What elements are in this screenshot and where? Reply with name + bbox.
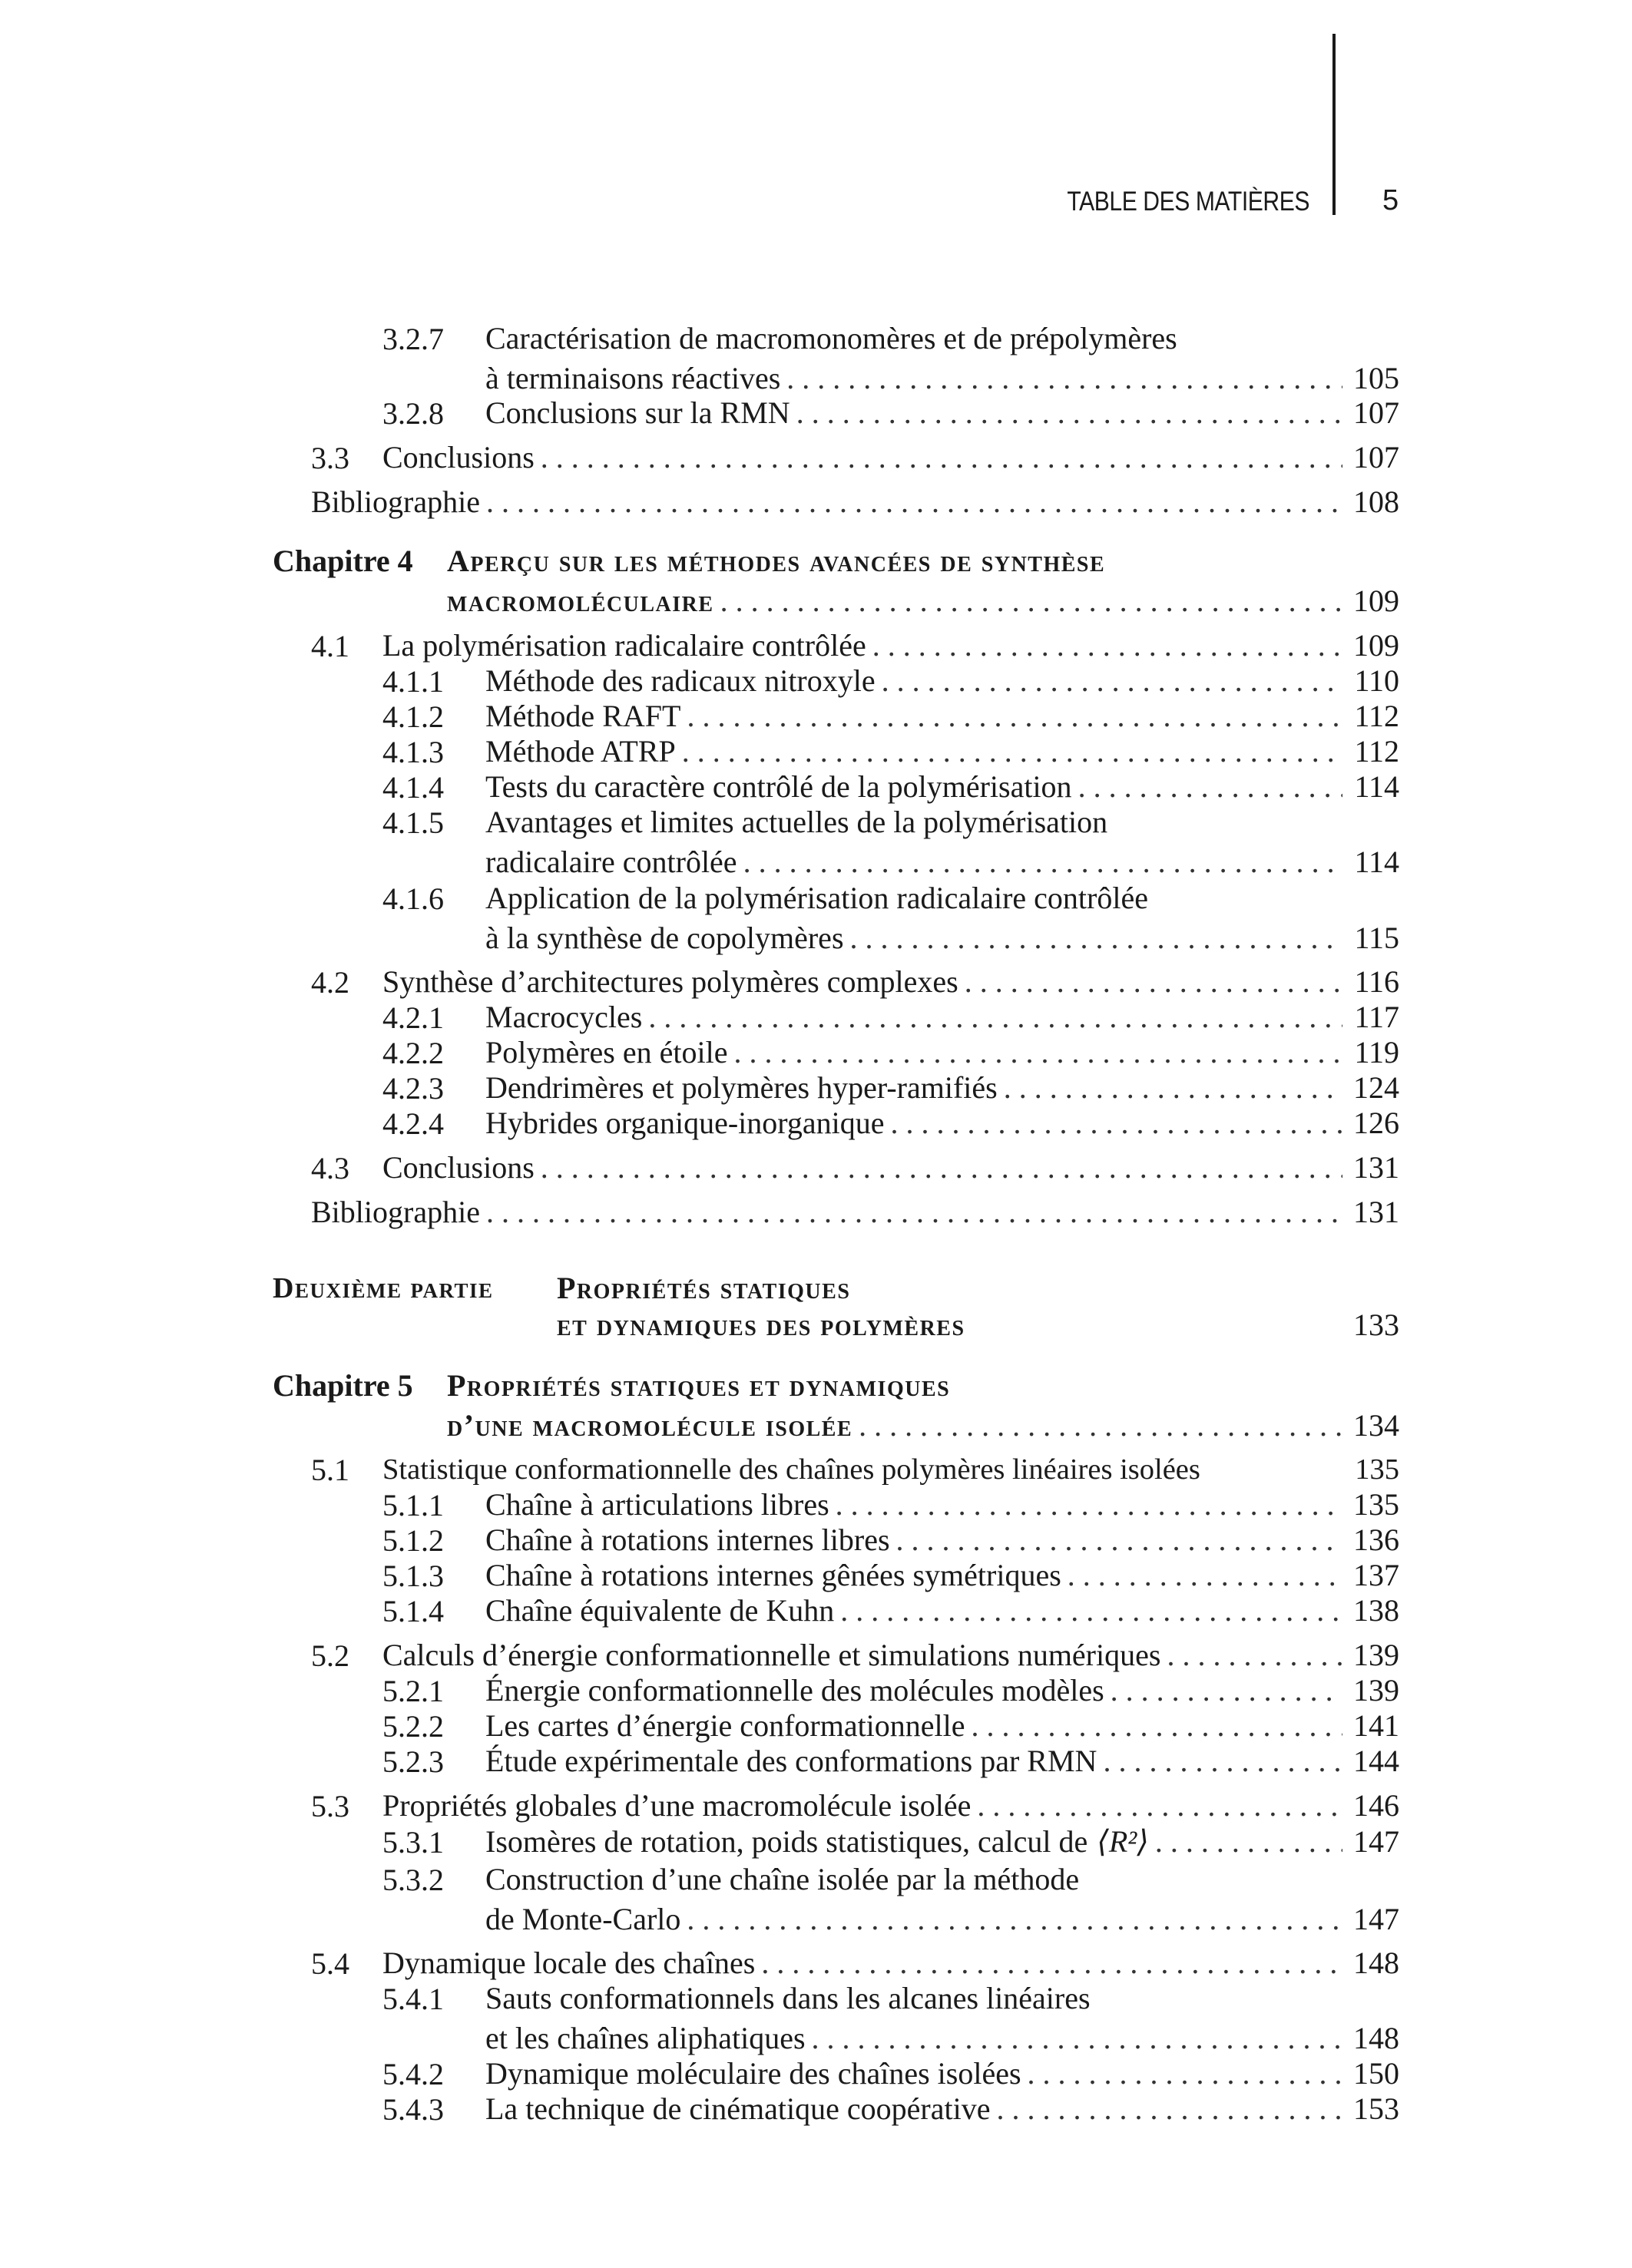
leader-dots (859, 1408, 1342, 1443)
toc-title: Bibliographie (311, 1195, 480, 1229)
toc-number: 5.4.2 (382, 2057, 444, 2091)
toc-title: Méthode RAFT (485, 699, 681, 733)
toc-title: Caractérisation de macromonomères et de prépolymères (485, 321, 1177, 355)
toc-entry (485, 1824, 1399, 1860)
leader-dots (972, 1708, 1342, 1744)
toc-entry (485, 1862, 1399, 1897)
toc-entry (485, 1070, 1399, 1106)
toc-entry (485, 699, 1399, 734)
toc-page: 109 (1353, 584, 1399, 618)
toc-title: de Monte-Carlo (485, 1902, 681, 1936)
toc-page: 144 (1353, 1744, 1399, 1778)
chapter-title (447, 1368, 1399, 1403)
toc-entry (485, 2056, 1399, 2091)
toc-number: 4.2 (311, 965, 349, 1000)
leader-dots (1103, 1744, 1342, 1779)
toc-number: 5.1.1 (382, 1488, 444, 1522)
toc-number: 5.1 (311, 1453, 349, 1487)
chapter-title (447, 584, 1399, 619)
toc-number: 3.2.7 (382, 322, 444, 356)
toc-entry (485, 734, 1399, 769)
toc-title: Dynamique locale des chaînes (382, 1946, 756, 1980)
leader-dots (720, 584, 1342, 619)
leader-dots (1004, 1070, 1342, 1106)
toc-title: Statistique conformationnelle des chaînes polymères linéaires isolées (382, 1453, 1200, 1486)
toc-title: Bibliographie (311, 484, 480, 519)
toc-entry (485, 663, 1399, 699)
toc-number: 5.2.1 (382, 1674, 444, 1708)
toc-page: 135 (1353, 1487, 1399, 1522)
leader-dots (486, 1195, 1342, 1230)
toc-title: Dendrimères et polymères hyper-ramifiés (485, 1070, 998, 1105)
toc-number: 5.2.2 (382, 1709, 444, 1744)
toc-number: 5.3.1 (382, 1825, 444, 1860)
toc-entry (485, 1000, 1399, 1035)
toc-number: 4.1.1 (382, 664, 444, 699)
toc-page: 136 (1353, 1522, 1399, 1557)
toc-page: 114 (1354, 769, 1399, 804)
toc-page: 126 (1353, 1106, 1399, 1140)
running-title: TABLE DES MATIÈRES (1067, 187, 1309, 217)
leader-dots (977, 1788, 1342, 1823)
toc-number: 4.2.4 (382, 1106, 444, 1141)
toc-page: 112 (1354, 699, 1399, 733)
toc-title: Dynamique moléculaire des chaînes isolées (485, 2056, 1021, 2091)
toc-page: 150 (1353, 2056, 1399, 2091)
toc-entry (311, 484, 1399, 520)
toc-page: 139 (1353, 1638, 1399, 1672)
toc-page: 138 (1353, 1593, 1399, 1628)
toc-page: 148 (1353, 1946, 1399, 1980)
toc-title: Méthode des radicaux nitroxyle (485, 663, 876, 698)
part-title (557, 1308, 1399, 1343)
toc-page: 148 (1353, 2021, 1399, 2055)
toc-page: 153 (1353, 2091, 1399, 2126)
toc-entry (485, 1673, 1399, 1708)
toc-title: Conclusions (382, 440, 535, 474)
toc-page: 131 (1353, 1150, 1399, 1185)
toc-entry (485, 1902, 1399, 1937)
toc-entry (382, 1788, 1399, 1823)
toc-page: 137 (1353, 1558, 1399, 1592)
toc-page: 119 (1354, 1035, 1399, 1070)
toc-entry (485, 1744, 1399, 1779)
leader-dots (891, 1106, 1342, 1141)
toc-number: 4.1.4 (382, 770, 444, 805)
toc-entry (382, 440, 1399, 475)
toc-entry (485, 395, 1399, 431)
part-label: Deuxième partie (273, 1272, 494, 1304)
leader-dots (812, 2021, 1342, 2056)
toc-entry (382, 1150, 1399, 1185)
leader-dots (965, 964, 1342, 1000)
chapter-title (447, 544, 1399, 579)
toc-title: radicalaire contrôlée (485, 845, 737, 879)
toc-page: 109 (1353, 628, 1399, 663)
toc-title: Étude expérimentale des conformations par RMN (485, 1744, 1097, 1778)
toc-number: 5.4.1 (382, 1982, 444, 2016)
toc-number: 4.1.5 (382, 805, 444, 840)
toc-title: Application de la polymérisation radicalaire contrôlée (485, 881, 1148, 915)
leader-dots (996, 2091, 1342, 2127)
toc-title: Conclusions (382, 1150, 535, 1185)
toc-page: 107 (1353, 395, 1399, 430)
toc-page: 110 (1354, 663, 1399, 698)
toc-entry (485, 1981, 1399, 2016)
leader-dots (896, 1522, 1342, 1558)
toc-title: Chaîne à rotations internes gênées symétriques (485, 1558, 1061, 1592)
toc-page: 134 (1353, 1408, 1399, 1443)
toc-entry (382, 1638, 1399, 1673)
toc-entry (485, 1106, 1399, 1141)
toc-title: Aperçu sur les méthodes avancées de synthèse (447, 544, 1106, 578)
toc-title: d’une macromolécule isolée (447, 1408, 853, 1443)
toc-number: 5.1.2 (382, 1523, 444, 1558)
toc-page: 114 (1354, 845, 1399, 879)
leader-dots (733, 1035, 1342, 1070)
chapter-label: Chapitre 4 (273, 544, 413, 578)
toc-number: 5.4.3 (382, 2092, 444, 2127)
toc-entry (485, 805, 1399, 840)
toc-entry (485, 321, 1407, 356)
toc-entry (485, 1708, 1399, 1744)
toc-number: 4.1.2 (382, 699, 444, 734)
toc-page: 107 (1353, 440, 1399, 474)
toc-title: Propriétés statiques (557, 1271, 851, 1305)
toc-title: Propriétés statiques et dynamiques (447, 1368, 951, 1403)
toc-title: et les chaînes aliphatiques (485, 2021, 806, 2055)
toc-entry (485, 881, 1399, 916)
toc-page: 135 (1355, 1453, 1399, 1486)
toc-title: Chaîne à articulations libres (485, 1487, 829, 1522)
leader-dots (840, 1593, 1342, 1628)
toc-entry (485, 361, 1399, 396)
toc-title: La technique de cinématique coopérative (485, 2091, 991, 2126)
leader-dots (1078, 769, 1342, 805)
part-title (557, 1271, 1399, 1306)
toc-page: 131 (1353, 1195, 1399, 1229)
toc-number: 3.2.8 (382, 396, 444, 431)
leader-dots (486, 484, 1342, 520)
toc-title: Calculs d’énergie conformationnelle et simulations numériques (382, 1638, 1161, 1672)
toc-entry (382, 628, 1399, 663)
leader-dots (687, 699, 1342, 734)
toc-number: 5.3 (311, 1789, 349, 1823)
toc-title: Méthode ATRP (485, 734, 676, 769)
leader-dots (687, 1902, 1342, 1937)
toc-page: 146 (1353, 1788, 1399, 1823)
toc-entry (311, 1195, 1399, 1230)
leader-dots (796, 395, 1342, 431)
toc-page: 115 (1354, 921, 1399, 955)
leader-dots (541, 440, 1342, 475)
toc-title: Tests du caractère contrôlé de la polymérisation (485, 769, 1072, 804)
toc-title: Polymères en étoile (485, 1035, 728, 1070)
toc-number: 4.2.1 (382, 1000, 444, 1035)
toc-entry (485, 1558, 1399, 1593)
toc-entry (485, 1487, 1399, 1522)
toc-number: 4.2.3 (382, 1071, 444, 1106)
toc-title: macromoléculaire (447, 584, 714, 618)
toc-title: Avantages et limites actuelles de la polymérisation (485, 805, 1108, 839)
toc-number: 5.1.3 (382, 1559, 444, 1593)
toc-entry (485, 1522, 1399, 1558)
leader-dots (1155, 1824, 1342, 1860)
toc-page: 141 (1353, 1708, 1399, 1743)
chapter-title (447, 1408, 1399, 1443)
leader-dots (541, 1150, 1342, 1185)
leader-dots (882, 663, 1342, 699)
leader-dots (682, 734, 1342, 769)
toc-title: Chaîne équivalente de Kuhn (485, 1593, 835, 1628)
toc-page: 147 (1353, 1902, 1399, 1936)
toc-entry (382, 1946, 1399, 1981)
toc-title: Isomères de rotation, poids statistiques, calcul de (485, 1824, 1088, 1859)
leader-dots (648, 1000, 1342, 1035)
leader-dots (850, 921, 1342, 956)
toc-title: Propriétés globales d’une macromolécule isolée (382, 1788, 972, 1823)
toc-title: Hybrides organique-inorganique (485, 1106, 885, 1140)
toc-title: Chaîne à rotations internes libres (485, 1522, 890, 1557)
toc-number: 3.3 (311, 441, 349, 475)
toc-title: Sauts conformationnels dans les alcanes linéaires (485, 1981, 1091, 2015)
toc-title: Macrocycles (485, 1000, 643, 1034)
toc-page: 133 (1353, 1308, 1399, 1342)
leader-dots (761, 1946, 1342, 1981)
toc-page: 108 (1353, 484, 1399, 519)
page-number: 5 (1382, 184, 1399, 217)
leader-dots (1068, 1558, 1342, 1593)
leader-dots (743, 845, 1342, 880)
toc-page: 112 (1354, 734, 1399, 769)
leader-dots (836, 1487, 1342, 1522)
toc-page: 105 (1353, 361, 1399, 395)
toc-number: 5.2 (311, 1638, 349, 1673)
toc-title: à la synthèse de copolymères (485, 921, 844, 955)
toc-number: 4.2.2 (382, 1036, 444, 1070)
toc-title: Énergie conformationnelle des molécules modèles (485, 1673, 1104, 1708)
toc-number: 4.1.6 (382, 881, 444, 916)
toc-entry (485, 2021, 1399, 2056)
toc-entry (382, 964, 1399, 1000)
leader-dots (1111, 1673, 1342, 1708)
chapter-label: Chapitre 5 (273, 1368, 413, 1403)
toc-number: 5.3.2 (382, 1863, 444, 1897)
toc-title: La polymérisation radicalaire contrôlée (382, 628, 866, 663)
toc-page: 139 (1353, 1673, 1399, 1708)
leader-dots (872, 628, 1342, 663)
toc-entry (485, 845, 1399, 880)
toc-number: 5.4 (311, 1946, 349, 1981)
toc-number: 5.2.3 (382, 1744, 444, 1779)
toc-number: 4.1 (311, 629, 349, 663)
toc-page: 116 (1354, 964, 1399, 999)
toc-title: Synthèse d’architectures polymères complexes (382, 964, 958, 999)
toc-entry (485, 1035, 1399, 1070)
leader-dots (1028, 2056, 1342, 2091)
toc-number: 4.3 (311, 1151, 349, 1185)
math-expression: ⟨R²⟩ (1097, 1824, 1149, 1859)
toc-title: et dynamiques des polymères (557, 1308, 965, 1342)
toc-entry (485, 769, 1399, 805)
toc-page: 124 (1353, 1070, 1399, 1105)
toc-page: 117 (1354, 1000, 1399, 1034)
leader-dots (786, 361, 1342, 396)
toc-entry (382, 1452, 1399, 1487)
toc-title: à terminaisons réactives (485, 361, 781, 395)
toc-title: Construction d’une chaîne isolée par la méthode (485, 1862, 1080, 1896)
toc-number: 4.1.3 (382, 735, 444, 769)
toc-title: Les cartes d’énergie conformationnelle (485, 1708, 965, 1743)
toc-entry (485, 921, 1399, 956)
toc-entry (485, 2091, 1399, 2127)
toc-number: 5.1.4 (382, 1594, 444, 1628)
leader-dots (1167, 1638, 1342, 1673)
toc-page: 147 (1353, 1824, 1399, 1859)
toc-title: Conclusions sur la RMN (485, 395, 790, 430)
toc-entry (485, 1593, 1399, 1628)
